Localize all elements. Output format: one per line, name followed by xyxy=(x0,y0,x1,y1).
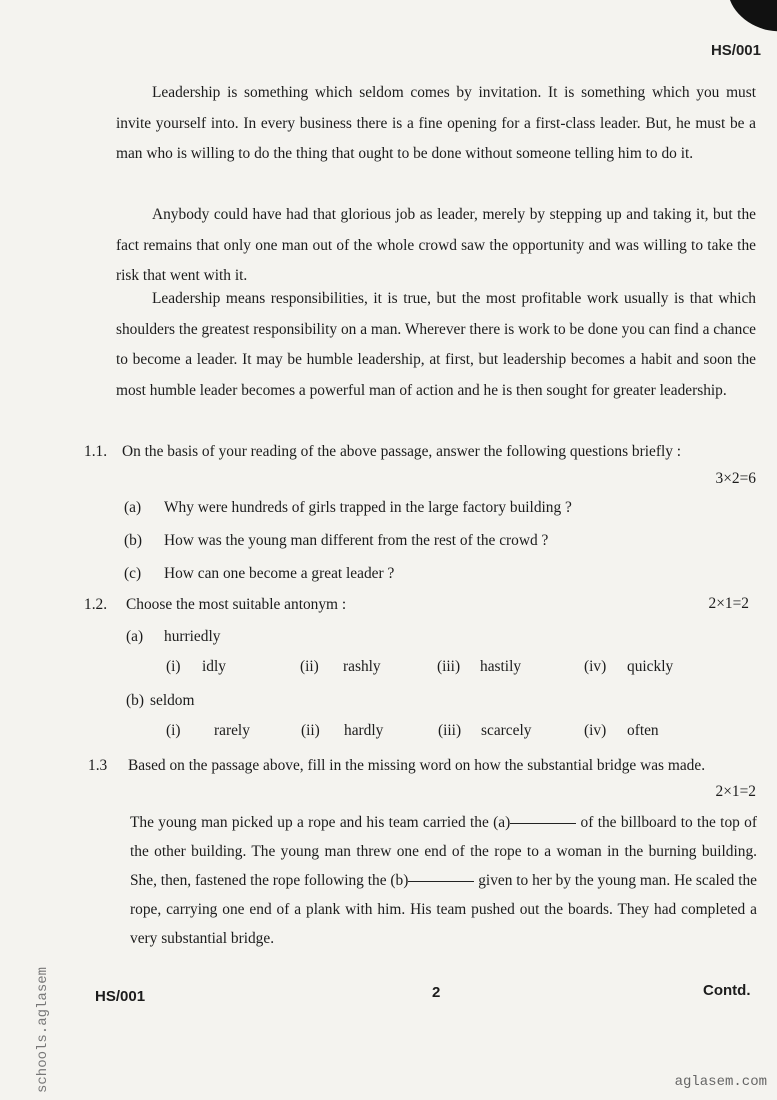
question-1-1-c: (c) How can one become a great leader ? xyxy=(124,565,395,582)
question-1-2: 1.2. Choose the most suitable antonym : xyxy=(84,596,347,613)
question-1-1-b: (b) How was the young man different from the rest of the crowd ? xyxy=(124,532,549,549)
antonym-word: hurriedly xyxy=(164,628,221,645)
marks-1-3: 2×1=2 xyxy=(715,783,756,800)
question-1-2-a: (a) hurriedly xyxy=(126,628,221,645)
option: (iii) scarcely xyxy=(438,722,532,739)
question-text: On the basis of your reading of the above passage, answer the following questions briefly : xyxy=(122,443,682,460)
page-number: 2 xyxy=(432,984,441,1001)
passage-paragraph-1: Leadership is something which seldom comes by invitation. It is something which you must invite yourself into. In every business there is a fine opening for a first-class leader. But, he must be a man who is willing to do the thing that ought to be done without someone telling him to do it. xyxy=(116,84,756,162)
marks-1-2: 2×1=2 xyxy=(708,595,749,612)
option: (i) rarely xyxy=(166,722,250,739)
paper-code-top: HS/001 xyxy=(710,42,761,59)
question-1-1-a: (a) Why were hundreds of girls trapped in the large factory building ? xyxy=(124,499,572,516)
option: (ii) rashly xyxy=(300,658,381,675)
option: (iv) often xyxy=(584,722,659,739)
antonym-word: seldom xyxy=(150,692,195,709)
passage-paragraph-3: Leadership means responsibilities, it is true, but the most profitable work usually is that which shoulders the greatest responsibility on a man. Wherever there is work to be done you can find a chance to become a leader. It may be humble leadership, at first, but leadership becomes a habit and soon the most humble leader becomes a powerful man of action and he is then sought for greater leadership. xyxy=(116,290,756,399)
option: (i) idly xyxy=(166,658,226,675)
question-1-1 xyxy=(84,442,681,462)
question-1-2-b: (b) seldom xyxy=(126,692,195,709)
answer-blank-b xyxy=(408,881,474,882)
bottom-watermark: aglasem.com xyxy=(674,1074,767,1090)
question-1-3: 1.3 Based on the passage above, fill in the missing word on how the substantial bridge was made. xyxy=(88,757,706,774)
continued-label: Contd. xyxy=(703,982,751,999)
option: (iv) quickly xyxy=(584,658,674,675)
paper-code-footer: HS/001 xyxy=(95,988,146,1005)
passage-paragraph-2: Anybody could have had that glorious job as leader, merely by stepping up and taking it, but the fact remains that only one man out of the whole crowd saw the opportunity and was willing to take the risk that went with it. xyxy=(116,206,756,284)
scan-corner-shadow xyxy=(718,0,777,43)
fill-in-passage: The young man picked up a rope and his team carried the (a) of the billboard to the top of the other building. The young man threw one end of the rope to a woman in the burning building. She, then, fastened the rope following the (b) given to her by the young man. He scaled the rope, carrying one end of a plank with him. His team pushed out the boards. They had completed a very substantial bridge. xyxy=(130,814,758,947)
side-watermark: schools.aglasem xyxy=(35,966,51,1093)
marks-1-1: 3×2=6 xyxy=(715,470,756,487)
answer-blank-a xyxy=(510,823,576,824)
option: (iii) hastily xyxy=(437,658,522,675)
question-number: 1.1. xyxy=(84,443,108,460)
option: (ii) hardly xyxy=(301,722,384,739)
